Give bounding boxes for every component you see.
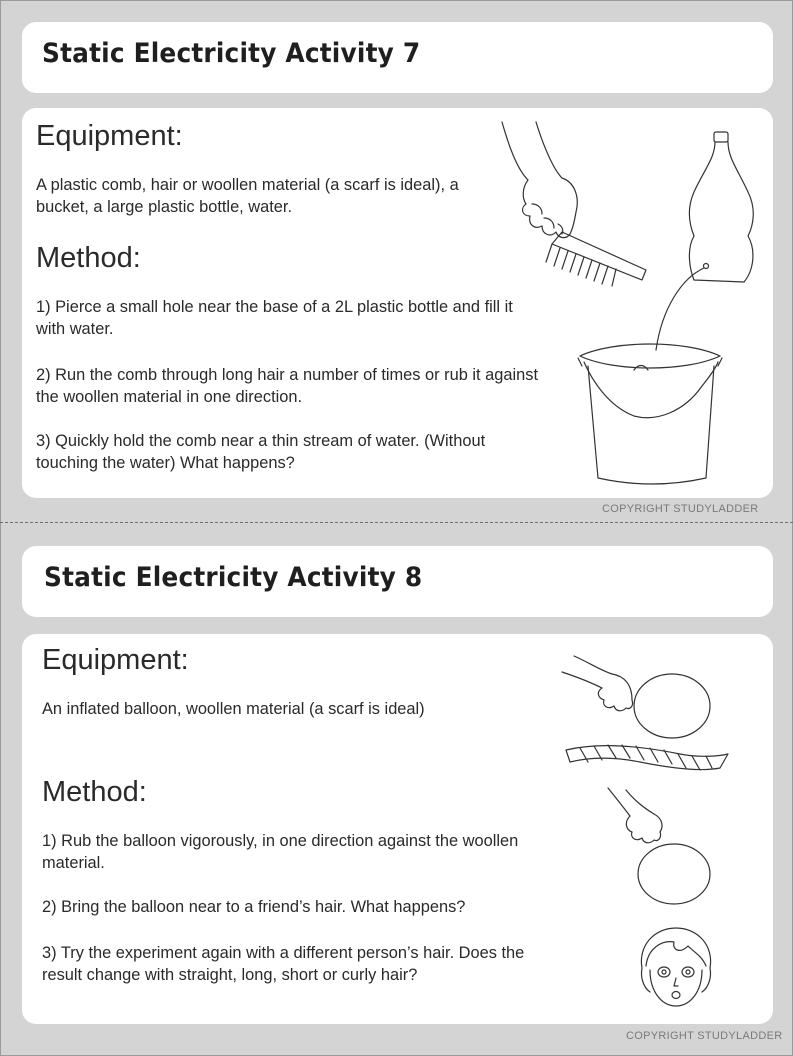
bucket-icon	[574, 336, 726, 486]
activity7-equipment-text: A plastic comb, hair or woollen material (a scarf is ideal), a bucket, a large plastic bottle, water.	[36, 176, 459, 216]
activity7-method-heading: Method:	[36, 242, 141, 274]
activity7-step-2: 2) Run the comb through long hair a number of times or rub it against the woollen material in one direction.	[36, 366, 539, 406]
activity8-step-2: 2) Bring the balloon near to a friend’s hair. What happens?	[42, 898, 466, 916]
hand-balloon-icon	[604, 786, 714, 906]
activity8-step-1: 1) Rub the balloon vigorously, in one direction against the woollen material.	[42, 832, 519, 872]
cut-line-divider	[0, 522, 793, 523]
activity8-copyright: COPYRIGHT STUDYLADDER	[626, 1030, 783, 1042]
activity7-step-1: 1) Pierce a small hole near the base of a 2L plastic bottle and fill it with water.	[36, 298, 513, 338]
activity7-copyright: COPYRIGHT STUDYLADDER	[602, 503, 759, 515]
activity7-content-panel	[22, 108, 773, 498]
hand-balloon-scarf-icon	[560, 650, 730, 770]
activity8-equipment-heading: Equipment:	[42, 644, 189, 676]
activity8-content-panel	[22, 634, 773, 1024]
activity8-step-3: 3) Try the experiment again with a different person’s hair. Does the result change with straight, long, short or curly hair?	[42, 944, 525, 984]
activity8-method-heading: Method:	[42, 776, 147, 808]
activity8-equipment-text: An inflated balloon, woollen material (a scarf is ideal)	[42, 700, 425, 718]
activity8-title-panel	[22, 546, 773, 617]
activity7-equipment-heading: Equipment:	[36, 120, 183, 152]
activity7-title-panel	[22, 22, 773, 93]
face-hair-icon	[636, 922, 716, 1012]
activity7-step-3: 3) Quickly hold the comb near a thin stream of water. (Without touching the water) What happens?	[36, 432, 486, 472]
activity7-title: Static Electricity Activity 7	[42, 38, 421, 69]
activity8-title: Static Electricity Activity 8	[44, 562, 423, 593]
